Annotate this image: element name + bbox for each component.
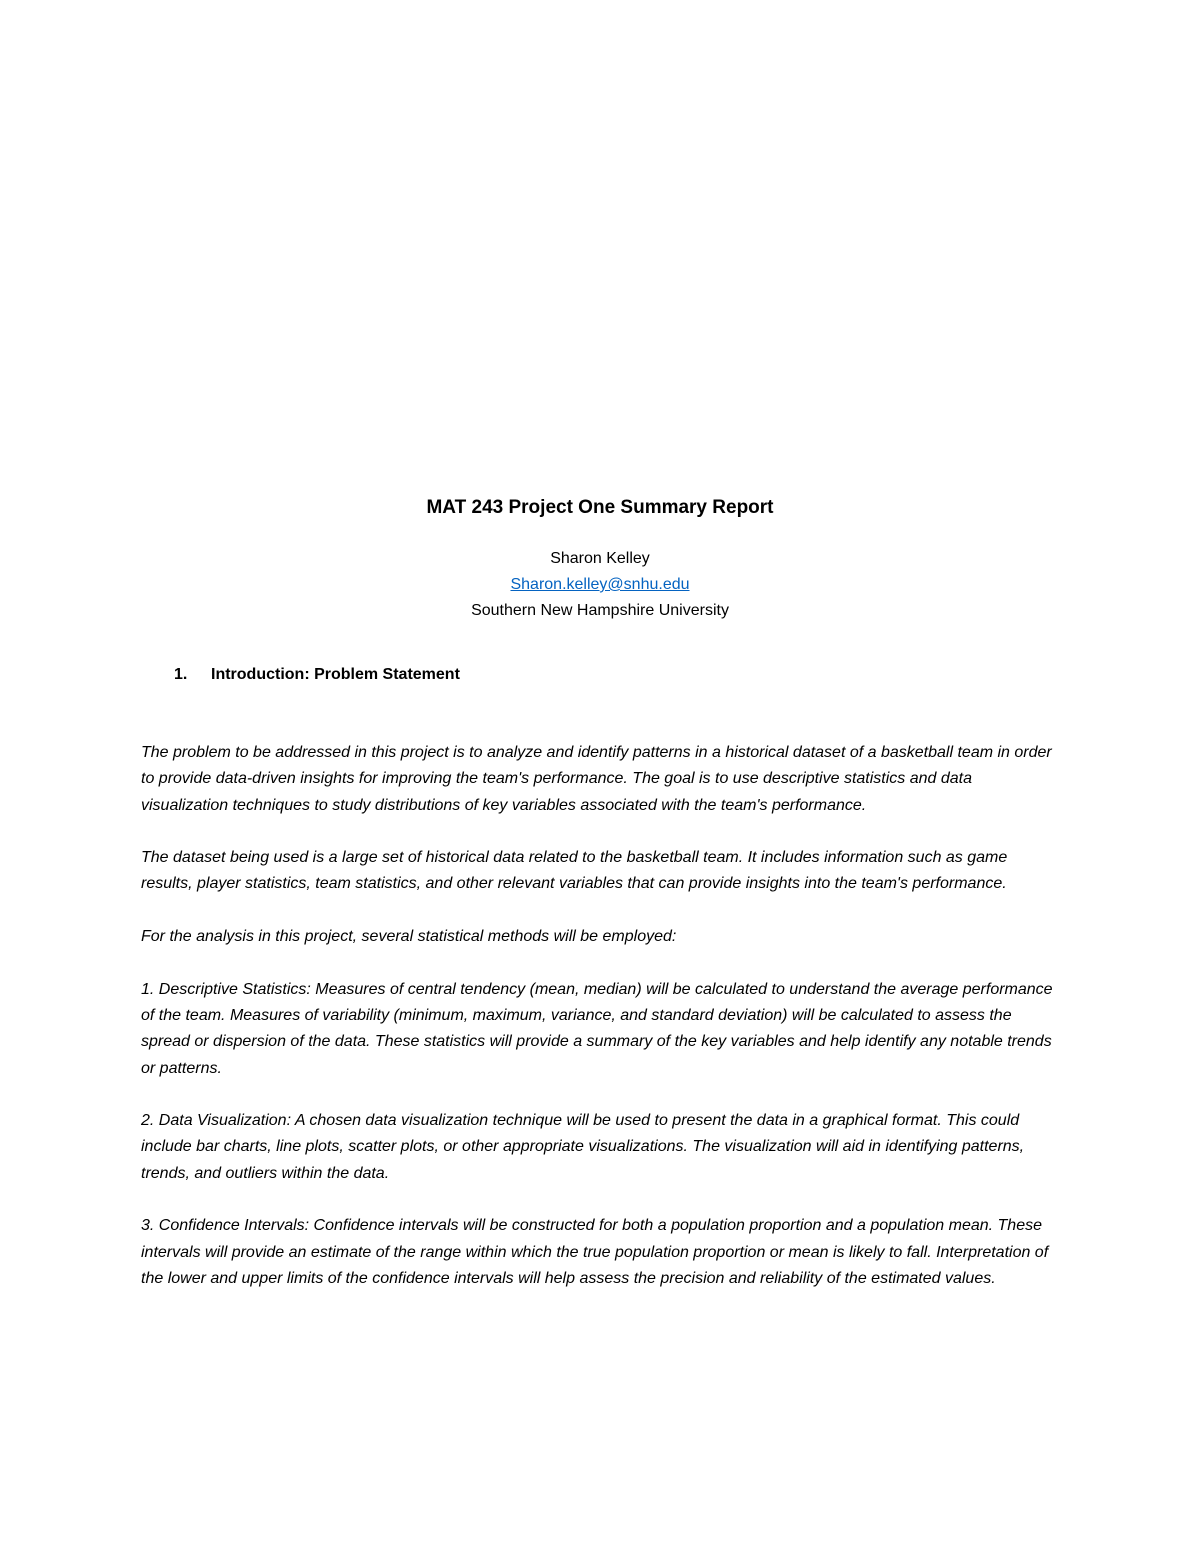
section-body — [141, 740, 1061, 1319]
paragraph-data-visualization: 2. Data Visualization: A chosen data visualization technique will be used to present the data in a graphical format. This could include bar charts, line plots, scatter plots, or other appropriate visualizations. The visualization will aid in identifying patterns, trends, and outliers within the data. — [141, 1112, 1025, 1182]
section-number: 1. — [174, 666, 188, 683]
author-name: Sharon Kelley — [550, 550, 650, 567]
section-heading-introduction — [174, 662, 460, 688]
paragraph-problem: The problem to be addressed in this project is to analyze and identify patterns in a historical dataset of a basketball team in order to provide data-driven insights for improving the team's performance. The goal is to use descriptive statistics and data visualization techniques to study distributions of key variables associated with the team's performance. — [141, 744, 1052, 814]
author-email-link[interactable]: Sharon.kelley@snhu.edu — [510, 576, 690, 593]
title-block — [0, 494, 1200, 624]
paragraph-confidence-intervals: 3. Confidence Intervals: Confidence intervals will be constructed for both a population proportion and a population mean. These intervals will provide an estimate of the range within which the true population proportion or mean is likely to fall. Interpretation of the lower and upper limits of the confidence intervals will help assess the precision and reliability of the estimated values. — [141, 1217, 1049, 1287]
institution-name: Southern New Hampshire University — [471, 602, 729, 619]
paragraph-dataset: The dataset being used is a large set of historical data related to the basketball team. It includes information such as game results, player statistics, team statistics, and other relevant variables that can provide insights into the team's performance. — [141, 849, 1008, 893]
document-title: MAT 243 Project One Summary Report — [426, 497, 774, 518]
paragraph-methods-intro: For the analysis in this project, several statistical methods will be employed: — [141, 928, 677, 946]
paragraph-descriptive-statistics: 1. Descriptive Statistics: Measures of central tendency (mean, median) will be calculated to understand the average performance of the team. Measures of variability (minimum, maximum, variance, and standard deviation) will be calculated to assess the spread or dispersion of the data. These statistics will provide a summary of the key variables and help identify any notable trends or patterns. — [141, 980, 1053, 1077]
section-heading-text: Introduction: Problem Statement — [211, 666, 460, 683]
author-email-line — [0, 572, 1200, 598]
